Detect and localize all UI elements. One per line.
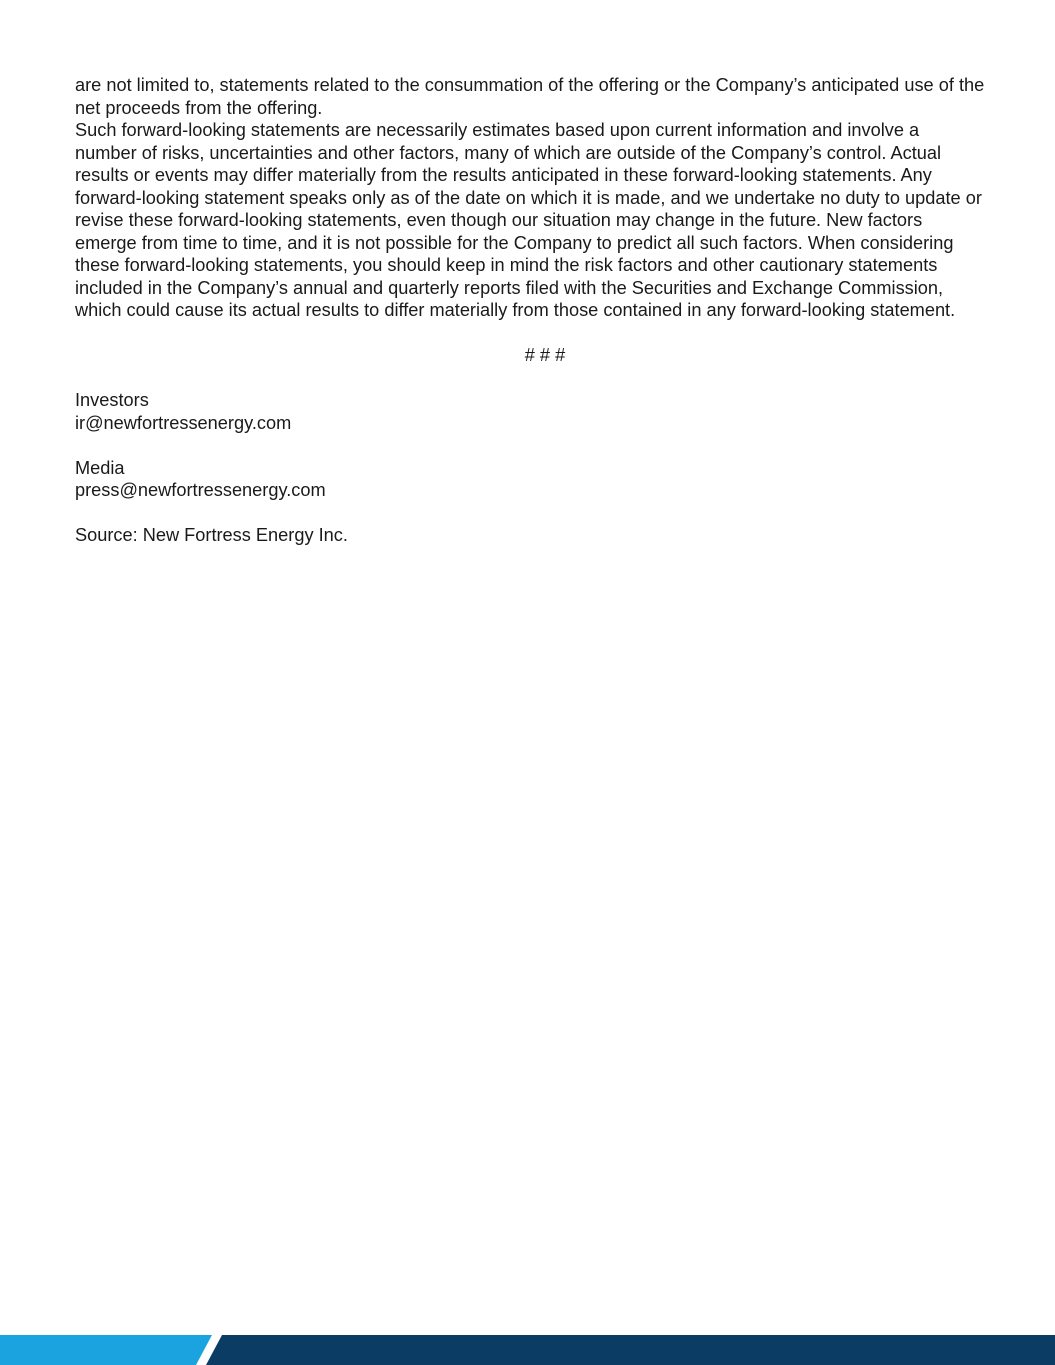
investors-label: Investors xyxy=(75,390,149,410)
media-label: Media xyxy=(75,457,125,478)
investors-contact xyxy=(75,389,985,434)
footer-light-blue-stripe xyxy=(0,1335,212,1365)
media-email: press@newfortressenergy.com xyxy=(75,480,326,500)
source-line: Source: New Fortress Energy Inc. xyxy=(75,525,348,545)
footer-dark-blue-stripe xyxy=(206,1335,1055,1365)
media-contact xyxy=(75,457,985,502)
investors-email: ir@newfortressenergy.com xyxy=(75,412,292,433)
document-body xyxy=(75,74,985,569)
footer-decorative-band xyxy=(0,1335,1055,1365)
section-separator: # # # xyxy=(524,345,566,365)
forward-looking-paragraph-continued: are not limited to, statements related to the consummation of the offering or the Company’s anticipated use of the net proceeds from the offering. xyxy=(75,75,985,118)
forward-looking-disclaimer-paragraph: Such forward-looking statements are necessarily estimates based upon current information and involve a number of risks, uncertainties and other factors, many of which are outside of the Company’s control. Actual results or events may differ materially from the results anticipated in these forward-looking statements. Any forward-looking statement speaks only as of the date on which it is made, and we undertake no duty to update or revise these forward-looking statements, even though our situation may change in the future. New factors emerge from time to time, and it is not possible for the Company to predict all such factors. When considering these forward-looking statements, you should keep in mind the risk factors and other cautionary statements included in the Company’s annual and quarterly reports filed with the Securities and Exchange Commission, which could cause its actual results to differ materially from those contained in any forward-looking statement. xyxy=(75,120,982,320)
